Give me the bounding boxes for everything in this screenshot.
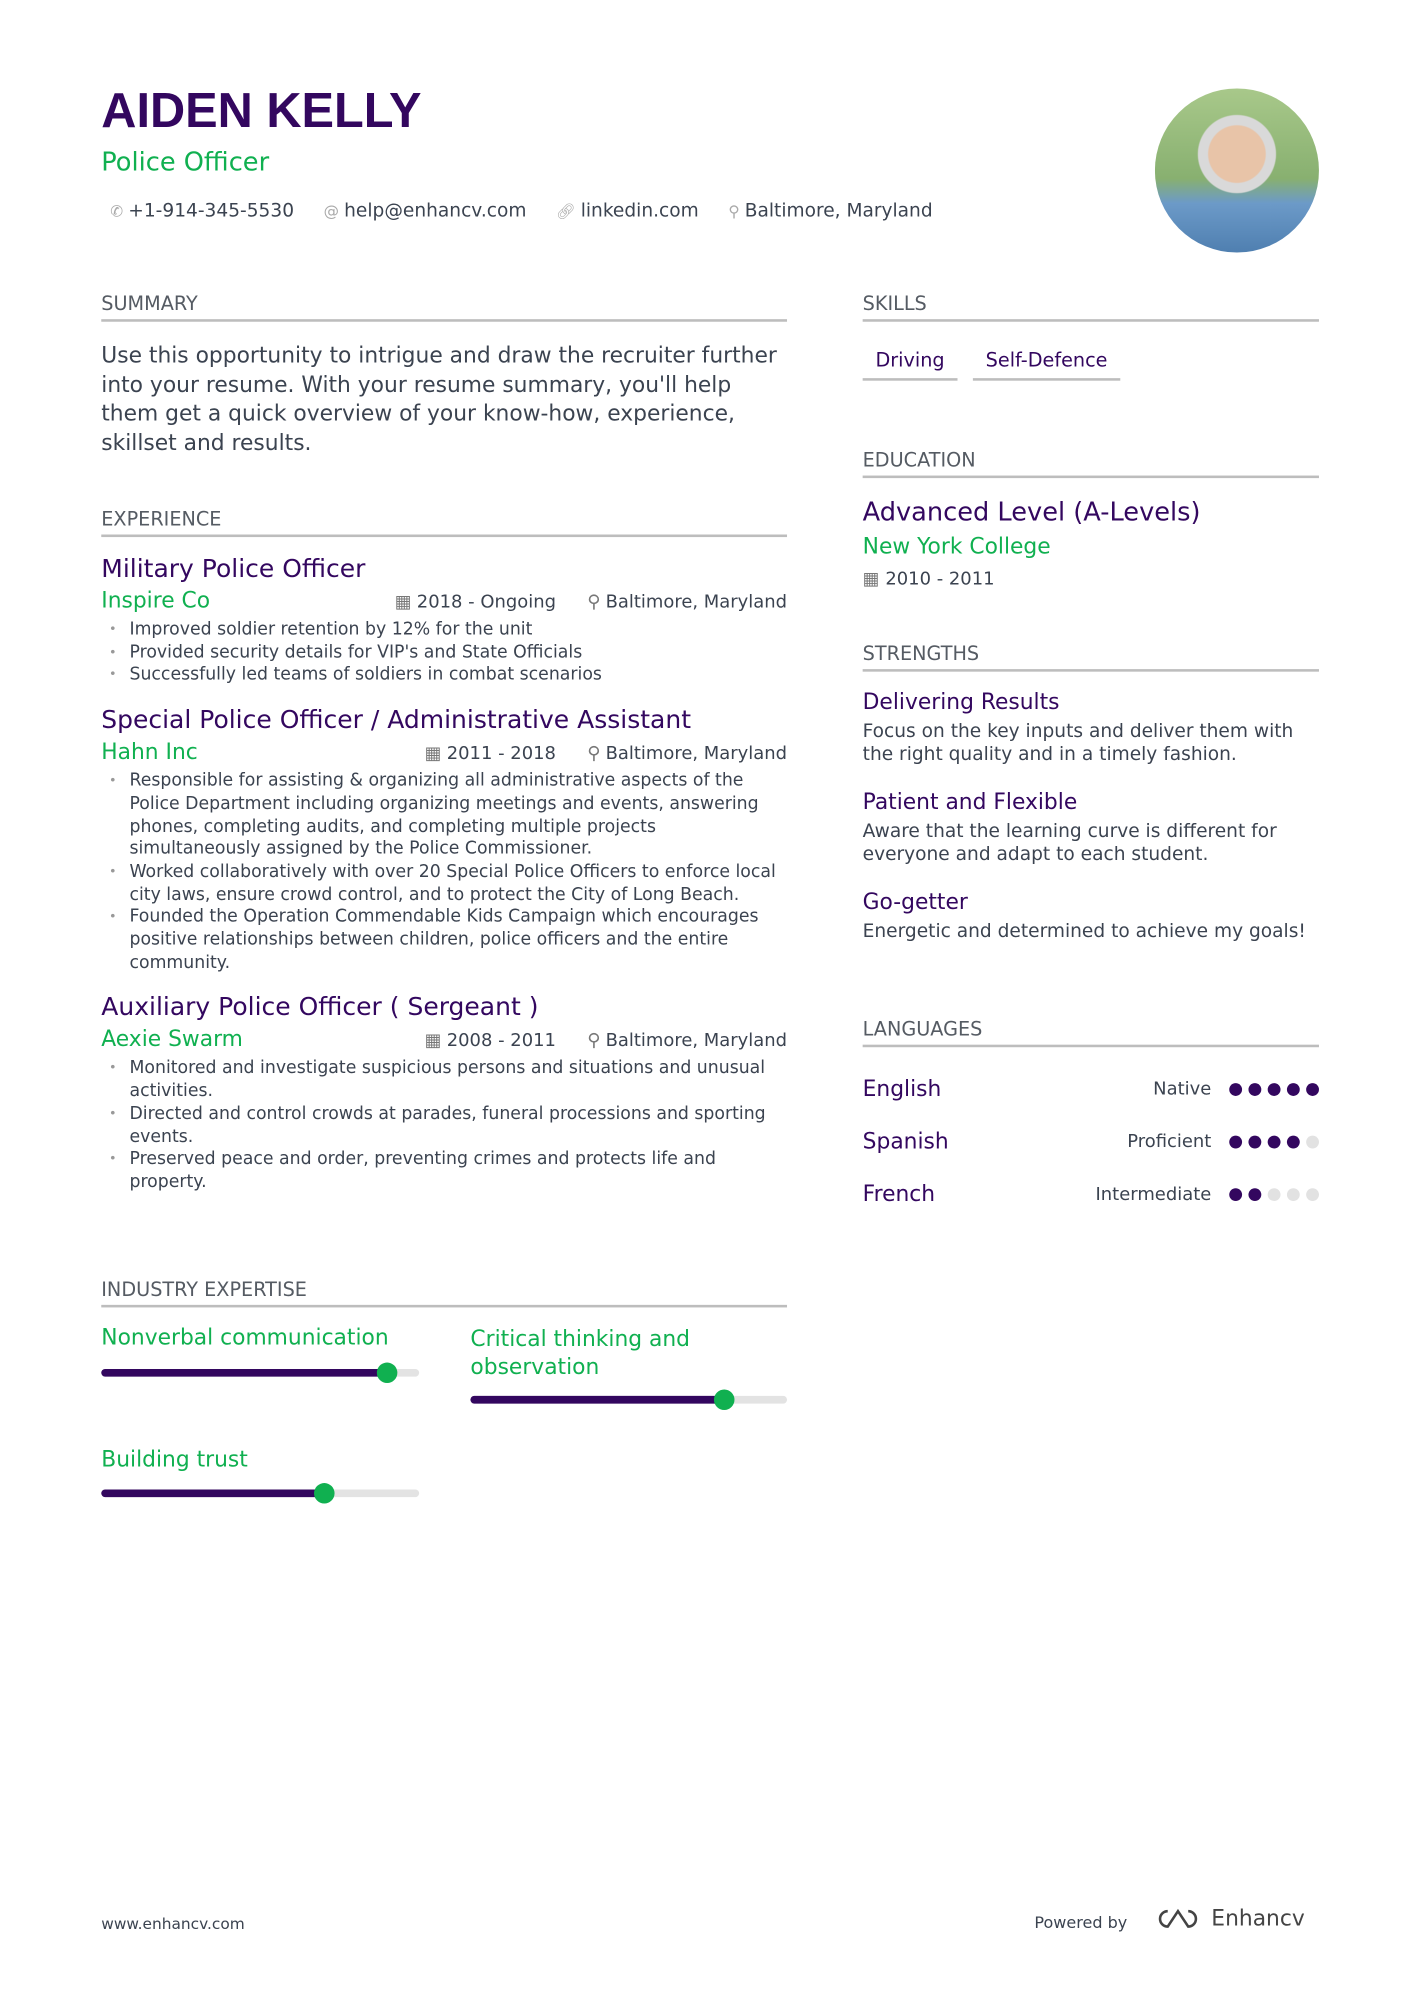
level-dot <box>1248 1082 1261 1095</box>
education-dates: 2010 - 2011 <box>885 569 995 590</box>
strength-item <box>863 690 1319 767</box>
job-bullet: • Monitored and investigate suspicious persons and situations and unusual activities. <box>101 1058 787 1103</box>
job-title: Auxiliary Police Officer ( Sergeant ) <box>101 992 539 1023</box>
job-entry <box>101 993 787 1195</box>
summary-text: Use this opportunity to intrigue and draw the recruiter further into your resume. With your resume summary, you'll help them get a quick overview of your know-how, experience, skillset and results. <box>101 343 777 456</box>
level-dot <box>1268 1082 1281 1095</box>
enhancv-logo-icon <box>1155 1907 1201 1930</box>
level-dot <box>1229 1082 1242 1095</box>
expertise-label: Building trust <box>101 1447 248 1473</box>
job-bullet: • Founded the Operation Commendable Kids Campaign which encourages positive relationships between children, police officers and the entire community. <box>101 907 787 975</box>
expertise-bar <box>101 1489 419 1497</box>
level-dot <box>1268 1188 1281 1201</box>
calendar-icon: ▦ <box>394 592 412 613</box>
language-item <box>863 1168 1319 1221</box>
expertise-item <box>470 1325 787 1403</box>
language-level: Native <box>1153 1078 1212 1100</box>
skill-tag: Driving <box>863 349 958 381</box>
level-dot <box>1229 1188 1242 1201</box>
job-location: Baltimore, Maryland <box>605 592 788 613</box>
expertise-heading: INDUSTRY EXPERTISE <box>101 1278 787 1307</box>
candidate-title: Police Officer <box>101 146 270 177</box>
profile-photo <box>1155 88 1319 252</box>
company: Aexie Swarm <box>101 1027 243 1053</box>
education-school: New York College <box>862 534 1051 561</box>
footer-url[interactable]: www.enhancv.com <box>101 1915 245 1933</box>
link-icon: 🔗︎ <box>556 202 576 221</box>
brand-name: Enhancv <box>1211 1906 1305 1932</box>
job-bullet: • Preserved peace and order, preventing crimes and protects life and property. <box>101 1149 787 1194</box>
phone: +1-914-345-5530 <box>128 201 295 222</box>
location-icon: ⚲ <box>728 202 740 221</box>
job-location: Baltimore, Maryland <box>605 1031 788 1052</box>
education-heading: EDUCATION <box>863 449 1319 478</box>
language-name: French <box>862 1181 936 1207</box>
job-dates: 2011 - 2018 <box>446 743 556 765</box>
strength-title: Patient and Flexible <box>862 789 1078 816</box>
skill-tag: Self-Defence <box>973 349 1120 381</box>
job-entry <box>101 705 787 975</box>
company: Hahn Inc <box>101 739 198 766</box>
job-bullet: • Worked collaboratively with over 20 Special Police Officers to enforce local city laws, ensure crowd control, and to protect the City of Long Beach. <box>101 861 787 906</box>
languages-heading: LANGUAGES <box>863 1018 1319 1047</box>
languages-list <box>863 1063 1319 1221</box>
location-icon: ⚲ <box>587 592 601 613</box>
job-bullet: • Provided security details for VIP's and State Officials <box>101 642 787 665</box>
expertise-item <box>101 1447 419 1497</box>
level-dot <box>1306 1082 1319 1095</box>
powered-by: Powered by <box>1034 1912 1128 1932</box>
email-icon: @ <box>323 202 340 221</box>
enhancv-logo <box>1155 1906 1305 1932</box>
language-name: Spanish <box>862 1128 949 1155</box>
strength-title: Delivering Results <box>862 689 1060 716</box>
job-dates: 2008 - 2011 <box>446 1031 556 1052</box>
calendar-icon: ▦ <box>862 569 886 590</box>
level-dot <box>1229 1135 1242 1148</box>
strength-item <box>863 790 1319 867</box>
email-link[interactable]: help@enhancv.com <box>344 201 527 222</box>
summary-heading: SUMMARY <box>101 292 787 321</box>
level-dot <box>1306 1135 1319 1148</box>
strength-text: Focus on the key inputs and deliver them with the right quality and in a timely fashion. <box>862 721 1294 765</box>
language-item <box>863 1115 1319 1168</box>
level-dot <box>1268 1135 1281 1148</box>
expertise-bar <box>101 1369 419 1377</box>
linkedin-link[interactable]: linkedin.com <box>580 201 699 222</box>
level-dot <box>1248 1188 1261 1201</box>
phone-icon: ✆ <box>110 202 124 221</box>
strengths-heading: STRENGTHS <box>863 642 1319 671</box>
calendar-icon: ▦ <box>424 743 442 765</box>
job-bullet: • Responsible for assisting & organizing all administrative aspects of the Police Department including organizing meetings and events, answering phones, completing audits, and completing multiple projects simultaneously assigned by the Police Commissioner. <box>101 771 787 862</box>
job-location: Baltimore, Maryland <box>605 743 788 765</box>
expertise-bar <box>470 1396 787 1404</box>
language-dots <box>1229 1135 1319 1148</box>
level-dot <box>1287 1082 1300 1095</box>
location-icon: ⚲ <box>587 743 601 765</box>
strengths-list <box>863 690 1319 968</box>
education-degree: Advanced Level (A-Levels) <box>862 496 1201 527</box>
skills-heading: SKILLS <box>863 292 1319 321</box>
job-title: Military Police Officer <box>101 553 366 584</box>
strength-title: Go-getter <box>862 889 968 916</box>
experience-list <box>101 554 787 1212</box>
level-dot <box>1248 1135 1261 1148</box>
language-dots <box>1229 1082 1319 1095</box>
language-name: English <box>862 1076 942 1102</box>
strength-text: Aware that the learning curve is different for everyone and adapt to each student. <box>862 821 1277 865</box>
expertise-item <box>101 1325 419 1376</box>
location-icon: ⚲ <box>587 1031 601 1052</box>
language-dots <box>1229 1188 1319 1201</box>
strength-item <box>863 890 1319 944</box>
calendar-icon: ▦ <box>424 1031 442 1052</box>
job-bullet: • Directed and control crowds at parades, funeral processions and sporting events. <box>101 1103 787 1148</box>
language-level: Proficient <box>1127 1131 1212 1152</box>
job-bullet: • Improved soldier retention by 12% for the unit <box>101 619 787 642</box>
job-title: Special Police Officer / Administrative Assistant <box>101 705 691 735</box>
contact-row <box>110 197 955 221</box>
job-bullet: • Successfully led teams of soldiers in combat scenarios <box>101 664 787 687</box>
job-entry <box>101 554 787 687</box>
expertise-label: Nonverbal communication <box>101 1325 389 1352</box>
location: Baltimore, Maryland <box>744 201 933 222</box>
strength-text: Energetic and determined to achieve my goals! <box>862 921 1306 943</box>
expertise-label: Critical thinking and observation <box>470 1326 691 1381</box>
skills-list <box>863 349 1121 381</box>
candidate-name: AIDEN KELLY <box>101 84 422 139</box>
level-dot <box>1306 1188 1319 1201</box>
level-dot <box>1287 1135 1300 1148</box>
level-dot <box>1287 1188 1300 1201</box>
language-item <box>863 1063 1319 1116</box>
company: Inspire Co <box>101 588 211 614</box>
language-level: Intermediate <box>1095 1183 1212 1205</box>
job-dates: 2018 - Ongoing <box>416 592 556 613</box>
experience-heading: EXPERIENCE <box>101 508 787 537</box>
